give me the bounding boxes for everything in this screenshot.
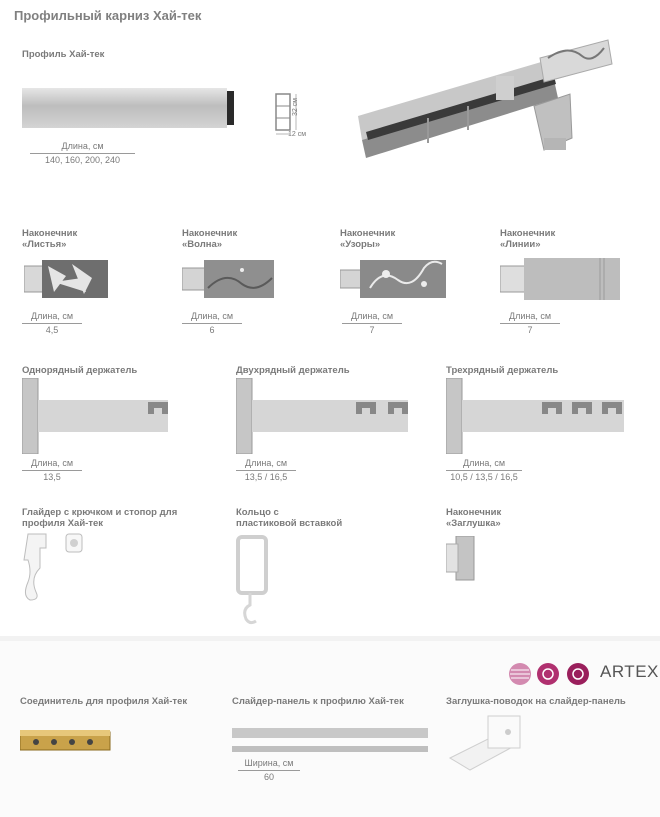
section-height: 32 см <box>292 98 299 117</box>
tip-3-dim-label: Длина, см <box>342 311 402 324</box>
slider-cap-image <box>446 710 530 772</box>
tip-3-heading-line2: «Узоры» <box>340 239 381 250</box>
tip-leaves-image <box>24 258 112 300</box>
holder-3-dim-value: 10,5 / 13,5 / 16,5 <box>450 472 518 482</box>
plug-tip-heading <box>446 507 501 529</box>
tip-4-dim <box>500 311 560 336</box>
glider-heading <box>22 507 177 529</box>
glider-image <box>22 530 88 604</box>
holder-2-dim-label: Длина, см <box>236 458 296 471</box>
tip-3-dim-value: 7 <box>369 325 375 335</box>
tip-1-heading-line1: Наконечник <box>22 228 78 239</box>
profile-image <box>22 88 234 128</box>
slider-panel-image <box>232 726 428 756</box>
cornice-assembly-image <box>358 28 614 168</box>
plug-tip-heading-line2: «Заглушка» <box>446 518 501 529</box>
tip-2-dim-label: Длина, см <box>182 311 242 324</box>
profile-heading: Профиль Хай-тек <box>22 49 105 60</box>
ring-heading <box>236 507 342 529</box>
holder-3-dim-label: Длина, см <box>446 458 522 471</box>
tip-1-dim-label: Длина, см <box>22 311 82 324</box>
holder-1-dim-value: 13,5 <box>43 472 61 482</box>
tip-2-dim <box>182 311 242 336</box>
profile-length-values: 140, 160, 200, 240 <box>44 155 121 165</box>
tip-4-heading <box>500 228 555 250</box>
holder-3-heading: Трехрядный держатель <box>446 365 559 376</box>
profile-length-label: Длина, см <box>30 141 135 154</box>
tip-lines-image <box>500 258 622 300</box>
tip-1-heading <box>22 228 77 250</box>
holder-2-dim <box>236 458 296 483</box>
ring-image <box>232 535 272 627</box>
holder-1-heading: Однорядный держатель <box>22 365 138 376</box>
slider-panel-dim <box>238 758 300 783</box>
connector-heading: Соединитель для профиля Хай-тек <box>20 696 188 707</box>
profile-length <box>30 141 135 166</box>
tip-patterns-image <box>340 258 448 300</box>
tip-4-dim-label: Длина, см <box>500 311 560 324</box>
holder-2-heading: Двухрядный держатель <box>236 365 350 376</box>
tip-2-dim-value: 6 <box>209 325 215 335</box>
holder-1-dim-label: Длина, см <box>22 458 82 471</box>
slider-cap-heading: Заглушка-поводок на слайдер-панель <box>446 696 626 707</box>
slider-panel-heading: Слайдер-панель к профилю Хай-тек <box>232 696 404 707</box>
connector-image <box>20 728 112 754</box>
ring-heading-line2: пластиковой вставкой <box>236 518 343 529</box>
tip-1-heading-line2: «Листья» <box>22 239 67 250</box>
holder-single-image <box>22 378 172 454</box>
slider-panel-dim-value: 60 <box>263 772 274 782</box>
tip-4-heading-line1: Наконечник <box>500 228 556 239</box>
tip-3-heading <box>340 228 395 250</box>
holder-triple-image <box>446 378 628 454</box>
plug-tip-image <box>446 536 476 582</box>
glider-heading-line1: Глайдер с крючком и стопор для <box>22 507 178 518</box>
holder-3-dim <box>446 458 522 483</box>
tip-2-heading-line1: Наконечник <box>182 228 238 239</box>
holder-double-image <box>236 378 412 454</box>
holder-2-dim-value: 13,5 / 16,5 <box>244 472 288 482</box>
holder-1-dim <box>22 458 82 483</box>
section-width: 12 см <box>288 131 307 138</box>
page-title: Профильный карниз Хай-тек <box>14 8 202 23</box>
slider-panel-dim-label: Ширина, см <box>238 758 300 771</box>
tip-1-dim-value: 4,5 <box>45 325 59 335</box>
ring-heading-line1: Кольцо с <box>236 507 279 518</box>
tip-4-dim-value: 7 <box>527 325 533 335</box>
tip-1-dim <box>22 311 82 336</box>
tip-wave-image <box>182 258 276 300</box>
tip-2-heading <box>182 228 237 250</box>
brand-name: ARTEX <box>600 662 659 681</box>
brand-logo-icons <box>508 662 598 686</box>
plug-tip-heading-line1: Наконечник <box>446 507 502 518</box>
tip-3-dim <box>342 311 402 336</box>
tip-3-heading-line1: Наконечник <box>340 228 396 239</box>
tip-2-heading-line2: «Волна» <box>182 239 223 250</box>
glider-heading-line2: профиля Хай-тек <box>22 518 104 529</box>
tip-4-heading-line2: «Линии» <box>500 239 541 250</box>
